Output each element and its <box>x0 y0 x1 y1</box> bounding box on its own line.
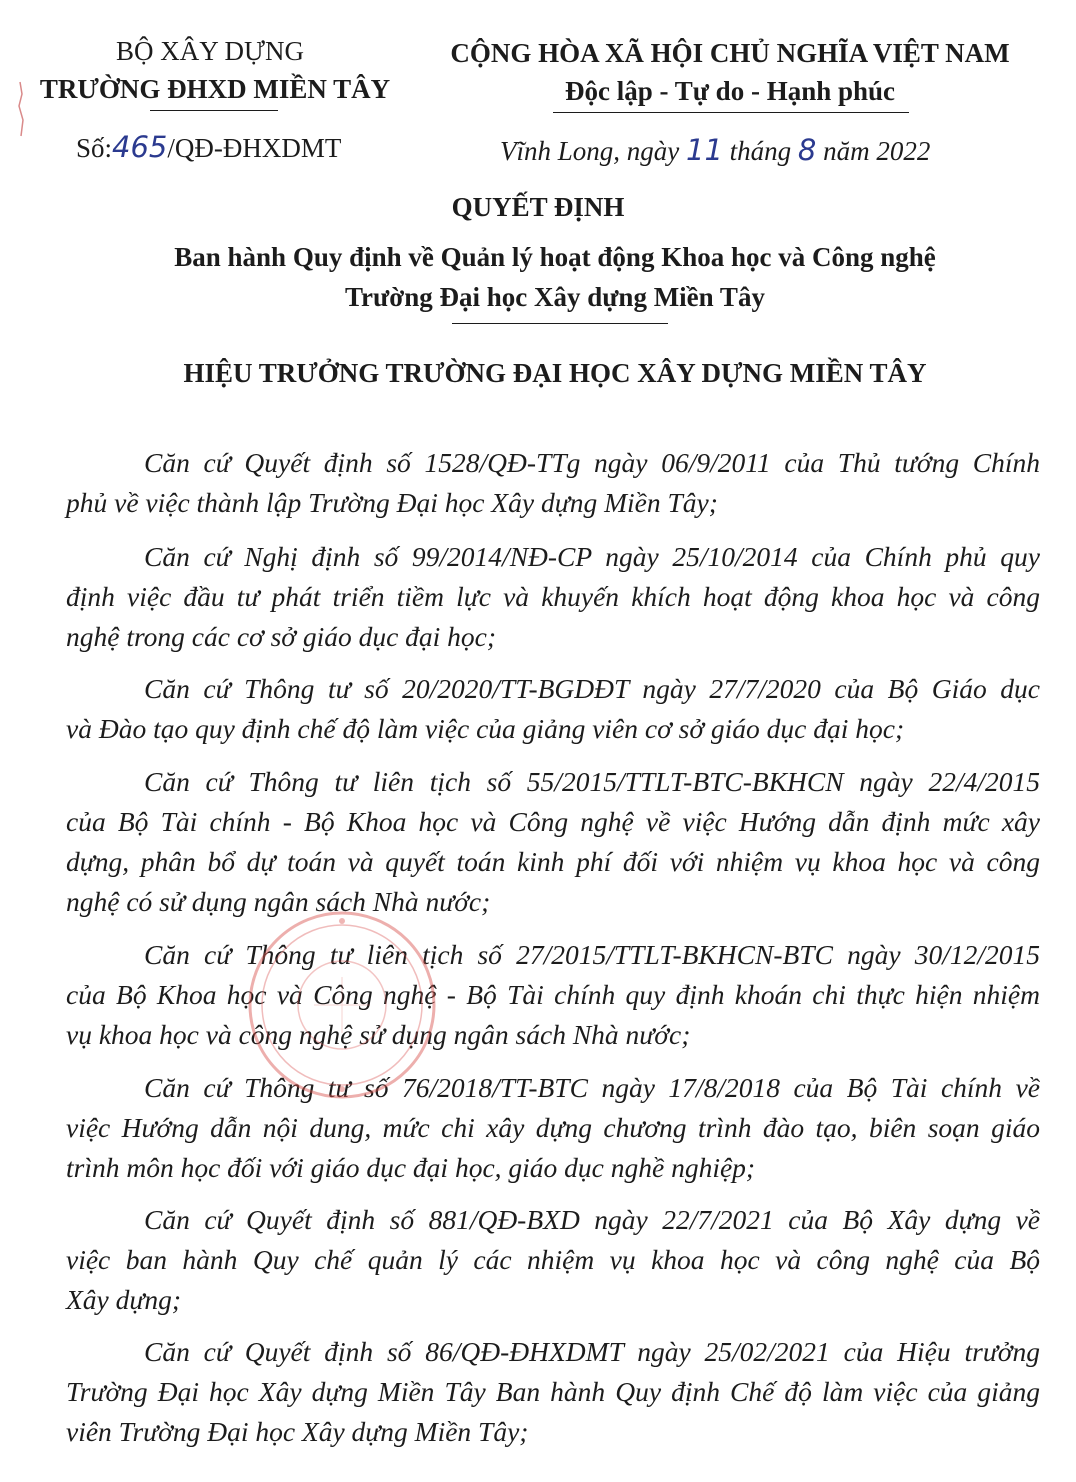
para-line: Trường Đại học Xây dựng Miền Tây Ban hành Quy định Chế độ làm việc của giảng <box>66 1376 1040 1407</box>
date-month-label: tháng <box>729 136 792 166</box>
ministry-name: BỘ XÂY DỰNG <box>116 36 304 66</box>
national-motto: Độc lập - Tự do - Hạnh phúc <box>564 76 896 106</box>
para-line: và Đào tạo quy định chế độ làm việc của giảng viên cơ sở giáo dục đại học; <box>66 713 905 744</box>
document-subtitle-line2: Trường Đại học Xây dựng Miền Tây <box>345 282 765 312</box>
issue-date <box>500 133 930 167</box>
school-underline <box>150 110 278 111</box>
legal-basis-3 <box>66 669 1040 749</box>
legal-basis-4 <box>66 762 1040 922</box>
para-line: Xây dựng; <box>66 1284 182 1315</box>
para-line: Căn cứ Thông tư số 76/2018/TT-BTC ngày 17/8/2018 của Bộ Tài chính về <box>144 1072 1040 1103</box>
para-line: nghệ trong các cơ sở giáo dục đại học; <box>66 621 497 652</box>
para-line: việc Hướng dẫn nội dung, mức chi xây dựng chương trình đào tạo, biên soạn giáo <box>66 1112 1040 1143</box>
para-line: việc ban hành Quy chế quản lý các nhiệm vụ khoa học và công nghệ của Bộ <box>66 1244 1040 1275</box>
document-subtitle-line1: Ban hành Quy định về Quản lý hoạt động Khoa học và Công nghệ <box>174 242 936 272</box>
legal-basis-5 <box>66 935 1040 1055</box>
para-line: Căn cứ Thông tư liên tịch số 27/2015/TTLT-BKHCN-BTC ngày 30/12/2015 <box>144 939 1040 970</box>
margin-mark <box>12 80 32 140</box>
handwritten-number: 465 <box>112 130 168 164</box>
para-line: của Bộ Khoa học và Công nghệ - Bộ Tài chính quy định khoán chi thực hiện nhiệm <box>66 979 1040 1010</box>
para-line: của Bộ Tài chính - Bộ Khoa học và Công nghệ về việc Hướng dẫn định mức xây <box>66 806 1040 837</box>
legal-basis-2 <box>66 537 1040 657</box>
para-line: định việc đầu tư phát triển tiềm lực và khuyến khích hoạt động khoa học và công <box>66 581 1040 612</box>
para-line: Căn cứ Quyết định số 881/QĐ-BXD ngày 22/7/2021 của Bộ Xây dựng về <box>144 1204 1040 1235</box>
para-line: phủ về việc thành lập Trường Đại học Xây dựng Miền Tây; <box>66 487 718 518</box>
date-year: năm 2022 <box>823 136 931 166</box>
number-prefix: Số: <box>76 133 113 163</box>
issuing-authority: HIỆU TRƯỞNG TRƯỜNG ĐẠI HỌC XÂY DỰNG MIỀN TÂY <box>183 358 927 388</box>
country-name: CỘNG HÒA XÃ HỘI CHỦ NGHĨA VIỆT NAM <box>450 38 1010 68</box>
number-suffix: /QĐ-ĐHXDMT <box>167 133 342 163</box>
title-underline <box>452 323 668 324</box>
para-line: Căn cứ Quyết định số 86/QĐ-ĐHXDMT ngày 25/02/2021 của Hiệu trưởng <box>144 1336 1040 1367</box>
para-line: Căn cứ Thông tư số 20/2020/TT-BGDĐT ngày 27/7/2020 của Bộ Giáo dục <box>144 673 1040 704</box>
legal-basis-6 <box>66 1068 1040 1188</box>
para-line: Căn cứ Nghị định số 99/2014/NĐ-CP ngày 25/10/2014 của Chính phủ quy <box>144 541 1040 572</box>
legal-basis-1 <box>66 443 1040 523</box>
handwritten-day: 11 <box>686 133 723 167</box>
para-line: Căn cứ Thông tư liên tịch số 55/2015/TTLT-BTC-BKHCN ngày 22/4/2015 <box>144 766 1040 797</box>
official-seal <box>242 905 442 1105</box>
para-line: trình môn học đối với giáo dục đại học, giáo dục nghề nghiệp; <box>66 1152 756 1183</box>
date-place: Vĩnh Long, ngày <box>500 136 680 166</box>
school-name: TRƯỜNG ĐHXD MIỀN TÂY <box>39 74 391 104</box>
para-line: Căn cứ Quyết định số 1528/QĐ-TTg ngày 06/9/2011 của Thủ tướng Chính <box>144 447 1040 478</box>
legal-basis-7 <box>66 1200 1040 1320</box>
para-line: vụ khoa học và công nghệ sử dụng ngân sách Nhà nước; <box>66 1019 691 1050</box>
decision-number <box>76 130 341 164</box>
para-line: viên Trường Đại học Xây dựng Miền Tây; <box>66 1416 529 1447</box>
para-line: nghệ có sử dụng ngân sách Nhà nước; <box>66 886 491 917</box>
para-line: dựng, phân bổ dự toán và quyết toán kinh phí đối với nhiệm vụ khoa học và công <box>66 846 1040 877</box>
document-title: QUYẾT ĐỊNH <box>451 192 625 222</box>
legal-basis-8 <box>66 1332 1040 1452</box>
handwritten-month: 8 <box>797 133 817 167</box>
motto-underline <box>553 112 909 113</box>
